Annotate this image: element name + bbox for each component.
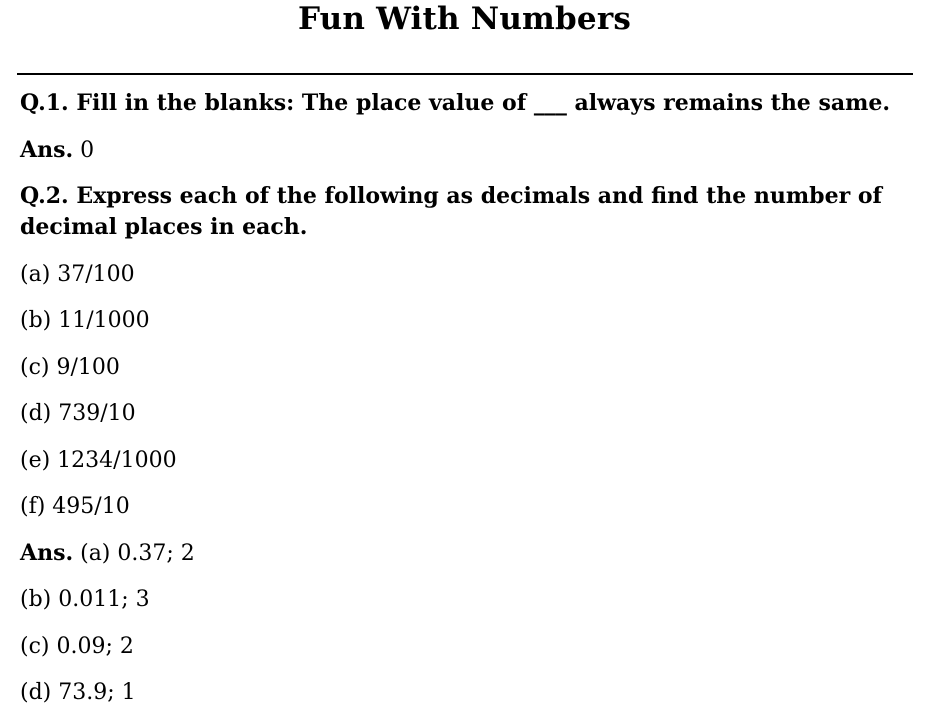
answer-2-part: (c) 0.09; 2	[20, 633, 134, 659]
answer-label: Ans.	[20, 136, 74, 163]
answer-2-part: (b) 0.011; 3	[20, 587, 150, 612]
answer-1	[20, 135, 910, 166]
answer-text: (a) 0.37; 2	[80, 540, 195, 566]
title-divider	[17, 73, 913, 75]
question-2-part: (c) 9/100	[20, 354, 120, 380]
document-body	[20, 88, 910, 724]
answer-text: 0	[80, 137, 95, 163]
question-2-part: (b) 11/1000	[20, 308, 150, 333]
question-2-part: (d) 739/10	[20, 401, 136, 426]
question-2: Q.2. Express each of the following as decimals and find the number of decimal places in each.	[20, 183, 882, 240]
answer-2	[20, 538, 910, 569]
answer-label: Ans.	[20, 539, 74, 566]
question-2-part: (e) 1234/1000	[20, 447, 177, 473]
question-2-part: (f) 495/10	[20, 494, 130, 519]
answer-2-part: (d) 73.9; 1	[20, 680, 136, 705]
question-1: Q.1. Fill in the blanks: The place value of ___ always remains the same.	[20, 90, 891, 116]
page-title: Fun With Numbers	[297, 1, 632, 37]
question-2-part: (a) 37/100	[20, 261, 135, 287]
